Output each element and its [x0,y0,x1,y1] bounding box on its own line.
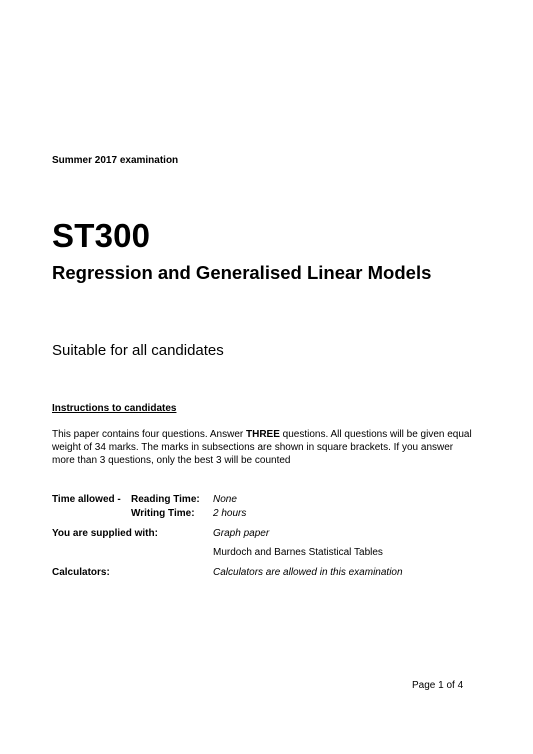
instructions-text-end: questions. All questions will be given equal weight of 34 marks. The marks in subsections are shown in square brackets. If you answer more than 3 questions, only the best 3 will be counted [52,429,472,466]
supplied-item: Murdoch and Barnes Statistical Tables [213,547,383,558]
course-code: ST300 [52,217,151,254]
course-title: Regression and Generalised Linear Models [52,262,432,283]
supplied-label: You are supplied with: [52,528,158,539]
instructions-heading: Instructions to candidates [52,403,177,414]
instructions-paragraph [52,428,472,467]
suitability-note: Suitable for all candidates [52,342,224,359]
calculators-label: Calculators: [52,567,110,578]
reading-time-label: Reading Time: [131,494,200,505]
calculators-value: Calculators are allowed in this examination [213,567,403,578]
writing-time-value: 2 hours [213,508,247,519]
exam-session: Summer 2017 examination [52,155,179,166]
instructions-emphasis: THREE [246,429,280,440]
instructions-text-start: This paper contains four questions. Answer [52,429,246,440]
writing-time-label: Writing Time: [131,508,195,519]
page-number: Page 1 of 4 [412,680,464,691]
supplied-item: Graph paper [213,528,270,539]
time-allowed-label: Time allowed - [52,494,121,505]
reading-time-value: None [213,494,237,505]
